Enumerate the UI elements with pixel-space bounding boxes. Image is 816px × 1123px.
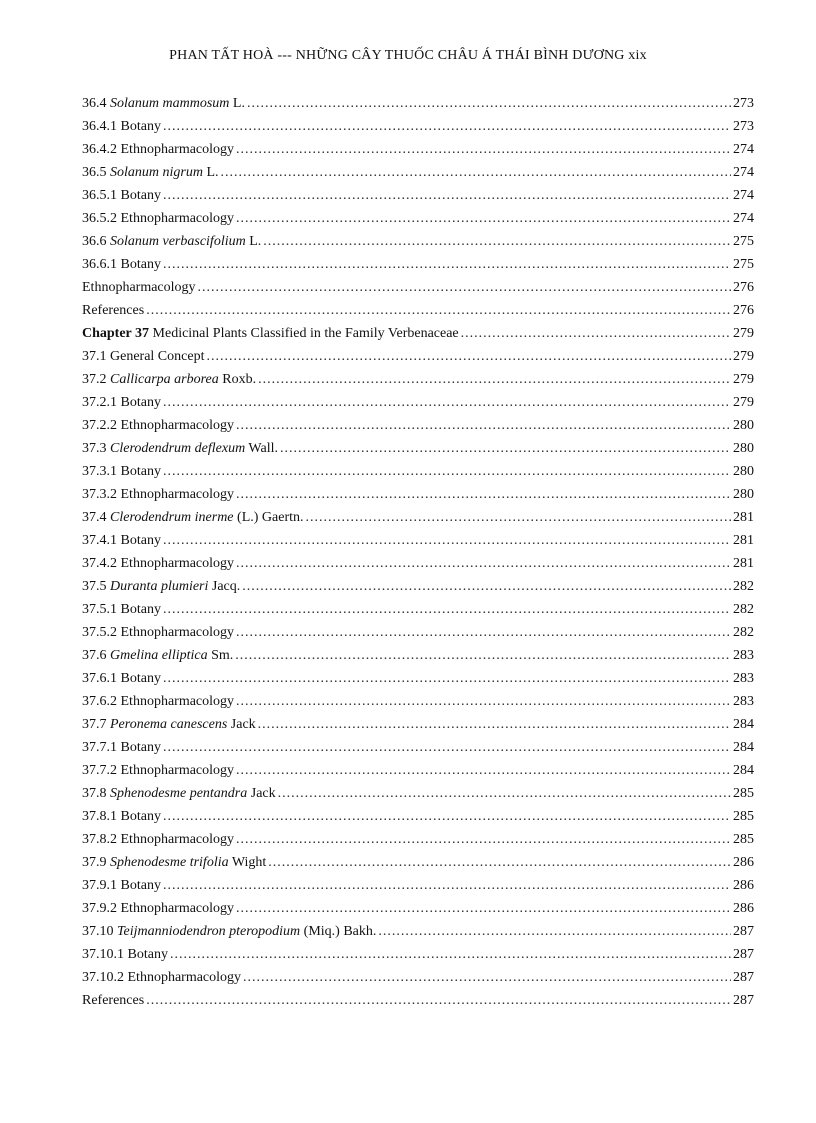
toc-entry [82, 716, 754, 739]
toc-entry [82, 854, 754, 877]
dot-leader [263, 233, 731, 251]
toc-entry-species-name: Sphenodesme trifolia [110, 855, 229, 870]
toc-entry-page-number: 280 [733, 487, 754, 502]
toc-entry-page-number: 283 [733, 648, 754, 663]
dot-leader [236, 831, 731, 849]
toc-entry-suffix: L. [245, 234, 262, 249]
toc-entry-prefix: 37.5.1 Botany [82, 602, 161, 617]
toc-entry-title [82, 900, 234, 918]
toc-entry [82, 118, 754, 141]
toc-entry-title [82, 279, 196, 297]
toc-entry-page-number: 274 [733, 142, 754, 157]
toc-entry-suffix: Jack [247, 786, 276, 801]
toc-entry [82, 371, 754, 394]
toc-entry [82, 647, 754, 670]
toc-entry-species-name: Callicarpa arborea [110, 372, 219, 387]
toc-entry [82, 187, 754, 210]
toc-entry [82, 348, 754, 371]
toc-entry-prefix: 36.4 [82, 96, 110, 111]
toc-entry-title [82, 302, 144, 320]
toc-entry-species-name: Gmelina elliptica [110, 648, 208, 663]
toc-entry [82, 578, 754, 601]
toc-entry-page-number: 280 [733, 464, 754, 479]
toc-entry-suffix: L. [229, 96, 245, 111]
dot-leader [163, 256, 731, 274]
dot-leader [236, 141, 731, 159]
toc-entry [82, 417, 754, 440]
toc-entry [82, 279, 754, 302]
toc-entry-title [82, 463, 161, 481]
toc-entry-title [82, 969, 241, 987]
toc-entry-suffix: Wight [228, 855, 267, 870]
toc-entry-prefix: 37.9.1 Botany [82, 878, 161, 893]
toc-entry-species-name: Clerodendrum inerme [110, 510, 234, 525]
toc-entry-suffix: Medicinal Plants Classified in the Family Verbenaceae [149, 326, 459, 341]
toc-entry-page-number: 279 [733, 395, 754, 410]
toc-entry-title [82, 716, 256, 734]
dot-leader [198, 279, 731, 297]
toc-entry-title [82, 854, 266, 872]
toc-entry-page-number: 276 [733, 303, 754, 318]
toc-entry-species-name: Solanum nigrum [110, 165, 203, 180]
toc-entry-prefix: 37.9.2 Ethnopharmacology [82, 901, 235, 916]
dot-leader [163, 808, 731, 826]
running-header: PHAN TẤT HOÀ --- NHỮNG CÂY THUỐC CHÂU Á THÁI BÌNH DƯƠNG xix [169, 48, 647, 63]
toc-entry-prefix: 37.2.2 Ethnopharmacology [82, 418, 235, 433]
toc-entry-title [82, 601, 161, 619]
toc-entry-page-number: 284 [733, 763, 754, 778]
toc-entry-prefix: 37.4.1 Botany [82, 533, 161, 548]
toc-entry [82, 831, 754, 854]
toc-entry-title [82, 532, 161, 550]
dot-leader [236, 900, 731, 918]
toc-entry-prefix: 37.2.1 Botany [82, 395, 161, 410]
toc-entry [82, 877, 754, 900]
toc-entry-title [82, 693, 234, 711]
dot-leader [236, 693, 731, 711]
toc-entry [82, 233, 754, 256]
toc-entry [82, 992, 754, 1015]
dot-leader [236, 486, 731, 504]
toc-entry-page-number: 286 [733, 855, 754, 870]
toc-entry-page-number: 280 [733, 441, 754, 456]
toc-entry-suffix: (L.) Gaertn. [233, 510, 304, 525]
dot-leader [236, 210, 731, 228]
toc-entry-prefix: 37.6 [82, 648, 110, 663]
toc-entry-page-number: 286 [733, 878, 754, 893]
toc-entry [82, 394, 754, 417]
toc-entry-species-name: Teijmanniodendron pteropodium [117, 924, 301, 939]
toc-entry [82, 900, 754, 923]
dot-leader [163, 394, 731, 412]
toc-entry-title [82, 210, 234, 228]
dot-leader [306, 509, 732, 527]
dot-leader [242, 578, 731, 596]
toc-entry-prefix: 37.9 [82, 855, 110, 870]
toc-entry-title [82, 256, 161, 274]
toc-entry-page-number: 287 [733, 993, 754, 1008]
toc-entry-chapter-label: Chapter 37 [82, 326, 150, 341]
dot-leader [163, 118, 731, 136]
dot-leader [235, 647, 731, 665]
toc-entry-page-number: 276 [733, 280, 754, 295]
dot-leader [163, 670, 731, 688]
toc-entry-prefix: 36.5 [82, 165, 110, 180]
toc-entry-title [82, 578, 240, 596]
dot-leader [236, 762, 731, 780]
toc-entry-page-number: 282 [733, 579, 754, 594]
toc-entry [82, 601, 754, 624]
toc-entry-prefix: 36.6 [82, 234, 110, 249]
toc-entry-prefix: 37.10.1 Botany [82, 947, 168, 962]
toc-entry [82, 302, 754, 325]
toc-entry-suffix: Roxb. [218, 372, 257, 387]
toc-entry [82, 555, 754, 578]
toc-entry-prefix: 37.6.2 Ethnopharmacology [82, 694, 235, 709]
toc-entry-prefix: 37.10.2 Ethnopharmacology [82, 970, 242, 985]
dot-leader [278, 785, 731, 803]
dot-leader [163, 877, 731, 895]
toc-entry-page-number: 284 [733, 740, 754, 755]
toc-entry [82, 808, 754, 831]
toc-entry [82, 325, 754, 348]
toc-entry-title [82, 877, 161, 895]
dot-leader [146, 302, 731, 320]
toc-entry [82, 486, 754, 509]
toc-entry [82, 739, 754, 762]
toc-entry-page-number: 285 [733, 832, 754, 847]
toc-entry-species-name: Clerodendrum deflexum [110, 441, 246, 456]
toc-entry-prefix: 36.6.1 Botany [82, 257, 161, 272]
table-of-contents [82, 95, 754, 1015]
toc-entry-title [82, 831, 234, 849]
dot-leader [268, 854, 731, 872]
dot-leader [170, 946, 731, 964]
toc-entry-title [82, 95, 245, 113]
toc-entry-suffix: Sm. [207, 648, 234, 663]
toc-entry [82, 532, 754, 555]
dot-leader [163, 187, 731, 205]
toc-entry-title [82, 371, 256, 389]
toc-entry-page-number: 281 [733, 510, 754, 525]
toc-entry-page-number: 275 [733, 234, 754, 249]
toc-entry-title [82, 486, 234, 504]
dot-leader [163, 532, 731, 550]
toc-entry-page-number: 279 [733, 349, 754, 364]
toc-entry-species-name: Duranta plumieri [110, 579, 209, 594]
dot-leader [243, 969, 731, 987]
toc-entry-page-number: 274 [733, 165, 754, 180]
toc-entry [82, 164, 754, 187]
toc-entry-suffix: Wall. [245, 441, 279, 456]
toc-entry-species-name: Sphenodesme pentandra [110, 786, 248, 801]
toc-entry [82, 762, 754, 785]
toc-entry-suffix: L. [202, 165, 219, 180]
toc-entry [82, 509, 754, 532]
toc-entry [82, 256, 754, 279]
toc-entry-page-number: 279 [733, 372, 754, 387]
toc-entry-suffix: (Miq.) Bakh. [300, 924, 377, 939]
toc-entry-prefix: References [82, 303, 145, 318]
toc-entry [82, 463, 754, 486]
toc-entry-title [82, 785, 276, 803]
toc-entry-page-number: 274 [733, 188, 754, 203]
toc-entry [82, 141, 754, 164]
toc-entry-prefix: 37.5.2 Ethnopharmacology [82, 625, 235, 640]
toc-entry-title [82, 118, 161, 136]
toc-entry-page-number: 285 [733, 809, 754, 824]
toc-entry-prefix: 37.4.2 Ethnopharmacology [82, 556, 235, 571]
toc-entry-title [82, 440, 278, 458]
dot-leader [163, 601, 731, 619]
toc-entry [82, 670, 754, 693]
toc-entry-page-number: 283 [733, 671, 754, 686]
toc-entry-prefix: 37.8 [82, 786, 110, 801]
toc-entry-prefix: 37.5 [82, 579, 110, 594]
toc-entry-prefix: 37.8.2 Ethnopharmacology [82, 832, 235, 847]
toc-entry-title [82, 394, 161, 412]
toc-entry-page-number: 275 [733, 257, 754, 272]
toc-entry-title [82, 325, 459, 343]
toc-entry-prefix: 36.4.1 Botany [82, 119, 161, 134]
dot-leader [206, 348, 731, 366]
dot-leader [236, 555, 731, 573]
toc-entry-page-number: 287 [733, 947, 754, 962]
toc-entry-page-number: 273 [733, 119, 754, 134]
toc-entry [82, 923, 754, 946]
toc-entry-page-number: 285 [733, 786, 754, 801]
dot-leader [461, 325, 731, 343]
toc-entry-title [82, 946, 168, 964]
toc-entry-prefix: 36.5.1 Botany [82, 188, 161, 203]
toc-entry-title [82, 647, 233, 665]
toc-entry-page-number: 287 [733, 970, 754, 985]
toc-entry-prefix: 36.4.2 Ethnopharmacology [82, 142, 235, 157]
toc-entry-title [82, 233, 261, 251]
toc-entry-title [82, 762, 234, 780]
toc-entry [82, 440, 754, 463]
toc-entry [82, 95, 754, 118]
toc-entry [82, 210, 754, 233]
toc-entry-title [82, 348, 204, 366]
toc-entry-title [82, 808, 161, 826]
toc-entry-title [82, 624, 234, 642]
toc-entry-prefix: 37.1 General Concept [82, 349, 205, 364]
toc-entry-prefix: 37.6.1 Botany [82, 671, 161, 686]
toc-entry-title [82, 141, 234, 159]
toc-entry-title [82, 417, 234, 435]
dot-leader [236, 417, 731, 435]
toc-entry-prefix: References [82, 993, 145, 1008]
toc-entry-page-number: 284 [733, 717, 754, 732]
toc-entry [82, 624, 754, 647]
toc-entry-prefix: 37.4 [82, 510, 110, 525]
toc-entry-page-number: 282 [733, 625, 754, 640]
toc-entry-page-number: 281 [733, 556, 754, 571]
toc-entry-page-number: 286 [733, 901, 754, 916]
toc-entry-prefix: 36.5.2 Ethnopharmacology [82, 211, 235, 226]
dot-leader [258, 371, 731, 389]
toc-entry-page-number: 273 [733, 96, 754, 111]
toc-entry-species-name: Peronema canescens [110, 717, 228, 732]
toc-entry-title [82, 992, 144, 1010]
toc-entry-suffix: Jacq. [208, 579, 241, 594]
toc-entry-page-number: 281 [733, 533, 754, 548]
toc-entry-species-name: Solanum mammosum [110, 96, 230, 111]
toc-entry [82, 785, 754, 808]
toc-entry-prefix: 37.3 [82, 441, 110, 456]
toc-entry-title [82, 187, 161, 205]
toc-entry-title [82, 670, 161, 688]
dot-leader [378, 923, 731, 941]
toc-entry-title [82, 509, 304, 527]
toc-entry-prefix: 37.10 [82, 924, 117, 939]
toc-entry-prefix: 37.3.1 Botany [82, 464, 161, 479]
toc-entry [82, 693, 754, 716]
toc-entry-page-number: 283 [733, 694, 754, 709]
toc-entry-page-number: 280 [733, 418, 754, 433]
dot-leader [221, 164, 731, 182]
toc-entry-prefix: 37.3.2 Ethnopharmacology [82, 487, 235, 502]
dot-leader [247, 95, 731, 113]
toc-entry-page-number: 279 [733, 326, 754, 341]
dot-leader [146, 992, 731, 1010]
toc-entry-page-number: 282 [733, 602, 754, 617]
dot-leader [163, 739, 731, 757]
toc-entry-prefix: 37.7 [82, 717, 110, 732]
toc-entry-prefix: 37.8.1 Botany [82, 809, 161, 824]
toc-entry [82, 946, 754, 969]
toc-entry-title [82, 739, 161, 757]
dot-leader [258, 716, 731, 734]
toc-entry [82, 969, 754, 992]
toc-entry-title [82, 164, 219, 182]
dot-leader [163, 463, 731, 481]
dot-leader [236, 624, 731, 642]
toc-entry-species-name: Solanum verbascifolium [110, 234, 246, 249]
toc-entry-page-number: 274 [733, 211, 754, 226]
toc-entry-suffix: Jack [227, 717, 256, 732]
toc-entry-prefix: 37.2 [82, 372, 110, 387]
toc-entry-page-number: 287 [733, 924, 754, 939]
toc-entry-prefix: 37.7.2 Ethnopharmacology [82, 763, 235, 778]
toc-entry-prefix: Ethnopharmacology [82, 280, 196, 295]
toc-entry-title [82, 923, 376, 941]
toc-entry-title [82, 555, 234, 573]
toc-entry-prefix: 37.7.1 Botany [82, 740, 161, 755]
dot-leader [280, 440, 731, 458]
